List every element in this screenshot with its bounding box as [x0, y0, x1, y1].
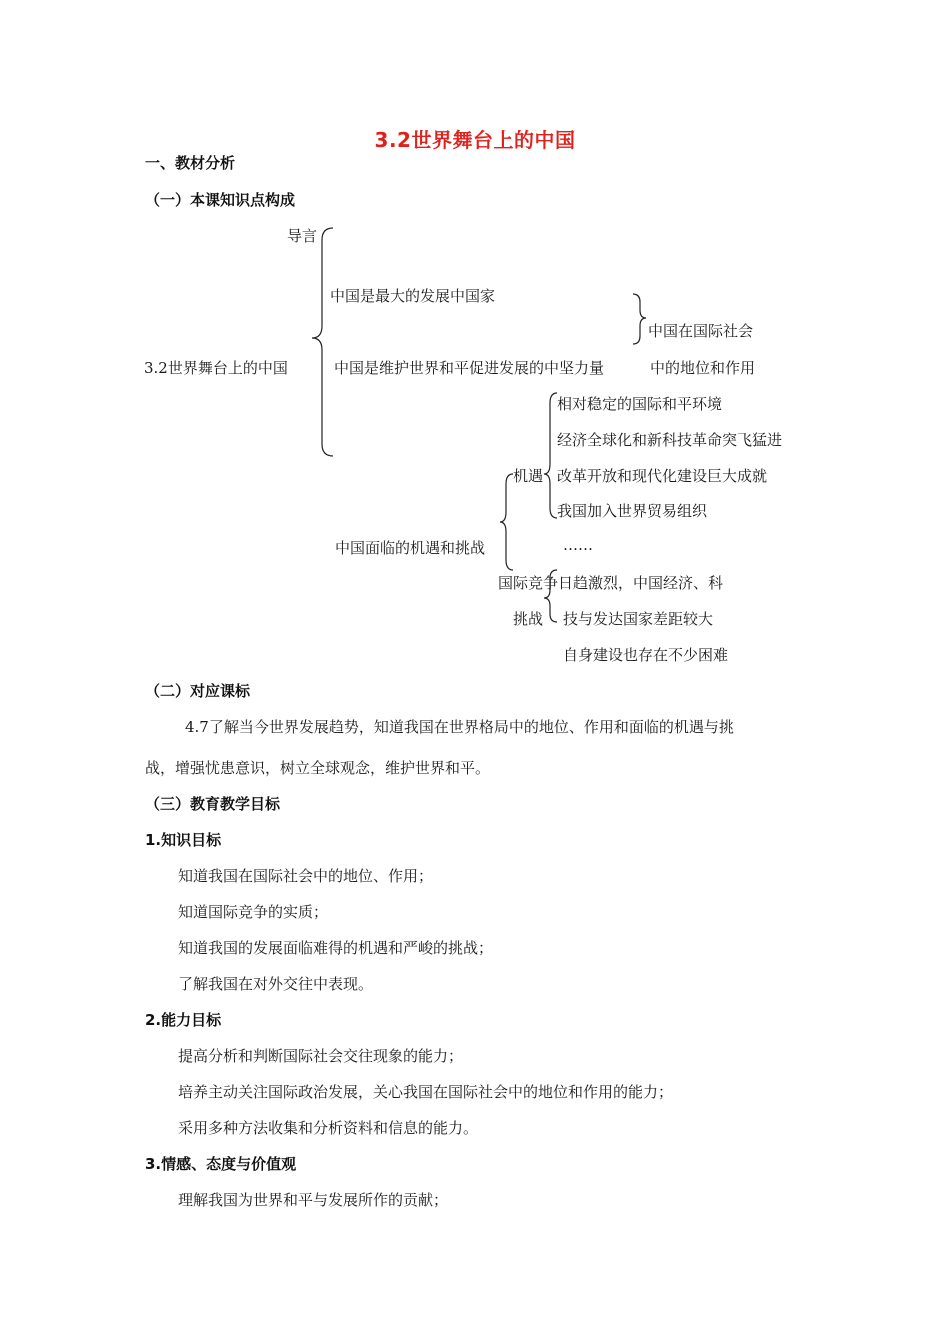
challenge-item-3: 自身建设也存在不少困难	[563, 646, 729, 664]
challenge-item-1: 国际竞争日趋激烈，中国经济、科	[498, 574, 724, 592]
main-brace	[312, 228, 333, 456]
diagram-branch-opportunity-challenge: 中国面临的机遇和挑战	[335, 539, 486, 557]
opportunity-item-4: 我国加入世界贸易组织	[557, 502, 708, 520]
diagram-summary-line2: 中的地位和作用	[650, 359, 756, 377]
opportunity-item-2: 经济全球化和新科技革命突飞猛进	[557, 431, 783, 449]
opportunity-item-3: 改革开放和现代化建设巨大成就	[557, 467, 768, 485]
opportunity-brace	[544, 393, 557, 518]
ability-goal-2: 培养主动关注国际政治发展，关心我国在国际社会中的地位和作用的能力；	[178, 1083, 674, 1101]
opportunity-item-1: 相对稳定的国际和平环境	[557, 395, 723, 413]
diagram-summary-line1: 中国在国际社会	[648, 322, 754, 340]
knowledge-goal-3: 知道我国的发展面临难得的机遇和严峻的挑战；	[178, 939, 494, 957]
ability-goals-heading: 2.能力目标	[145, 1011, 222, 1029]
ability-goal-3: 采用多种方法收集和分析资料和信息的能力。	[178, 1119, 479, 1137]
diagram-challenge-label: 挑战	[513, 610, 544, 628]
emotion-goals-heading: 3.情感、态度与价值观	[145, 1155, 297, 1173]
subheading-goals: （三）教育教学目标	[145, 795, 281, 813]
ability-goal-1: 提高分析和判断国际社会交往现象的能力；	[178, 1047, 464, 1065]
opp-challenge-brace	[500, 474, 513, 570]
standard-text-line2: 战，增强忧患意识，树立全球观念，维护世界和平。	[145, 759, 491, 777]
diagram-branch-peace: 中国是维护世界和平促进发展的中坚力量	[334, 359, 605, 377]
emotion-goal-1: 理解我国为世界和平与发展所作的贡献；	[178, 1191, 449, 1209]
opportunity-item-ellipsis: ……	[563, 536, 593, 554]
diagram-branch-developing: 中国是最大的发展中国家	[330, 287, 496, 305]
section-heading-analysis: 一、教材分析	[145, 154, 236, 172]
summary-brace	[633, 294, 646, 344]
diagram-opportunity-label: 机遇	[513, 467, 544, 485]
challenge-item-2: 技与发达国家差距较大	[563, 610, 714, 628]
knowledge-goal-2: 知道国际竞争的实质；	[178, 903, 329, 921]
page-title: 3.2世界舞台上的中国	[374, 128, 576, 152]
subheading-knowledge-structure: （一）本课知识点构成	[145, 191, 296, 209]
knowledge-goals-heading: 1.知识目标	[145, 831, 222, 849]
standard-text-line1: 4.7了解当今世界发展趋势，知道我国在世界格局中的地位、作用和面临的机遇与挑	[185, 718, 734, 736]
subheading-standard: （二）对应课标	[145, 682, 251, 700]
knowledge-goal-1: 知道我国在国际社会中的地位、作用；	[178, 867, 434, 885]
diagram-root: 3.2世界舞台上的中国	[144, 359, 288, 377]
diagram-intro: 导言	[287, 227, 318, 245]
knowledge-goal-4: 了解我国在对外交往中表现。	[178, 975, 374, 993]
